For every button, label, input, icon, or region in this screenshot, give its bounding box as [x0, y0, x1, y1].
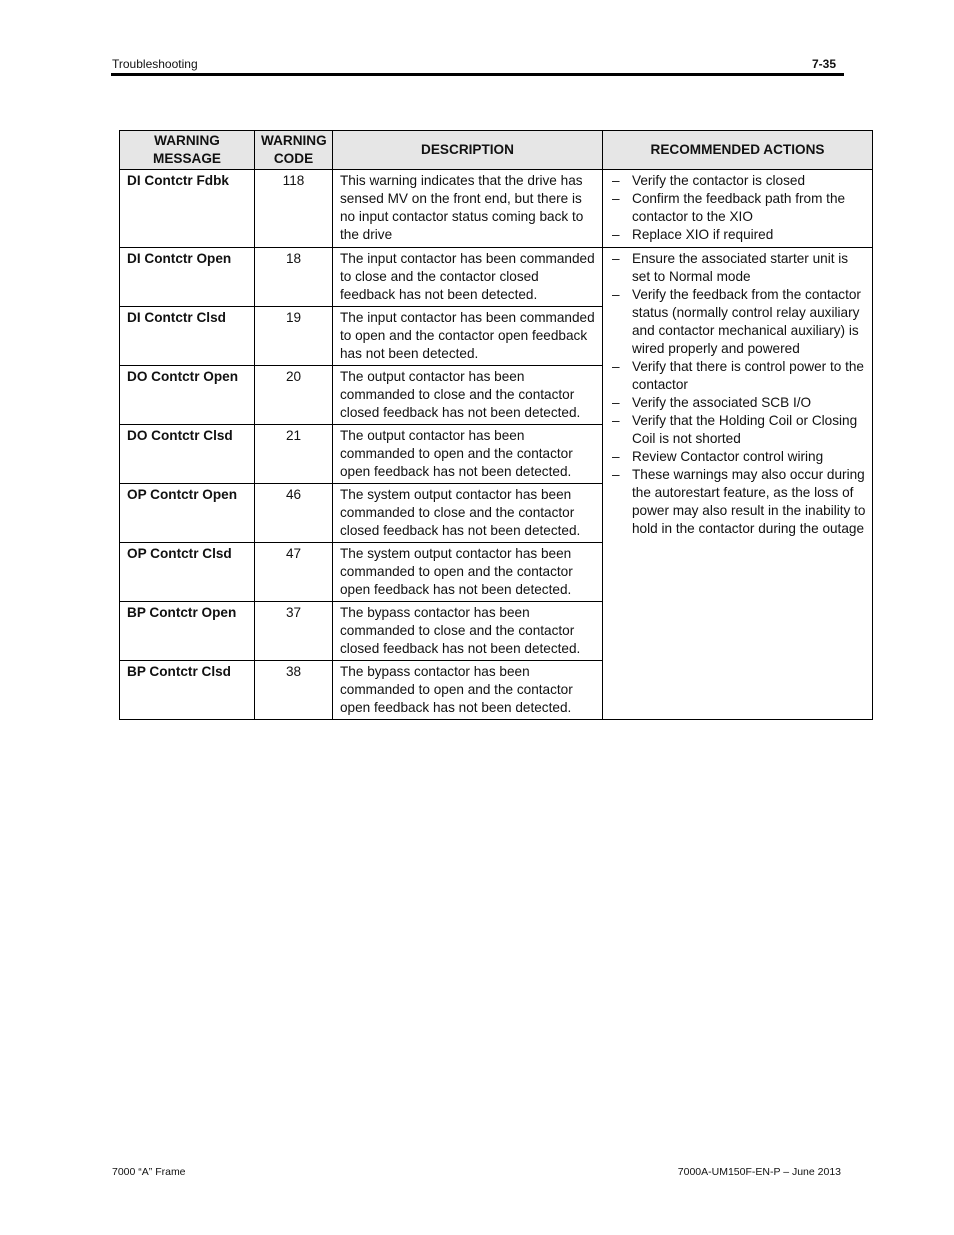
action-text: Replace XIO if required	[632, 227, 774, 242]
actions-list-contactors	[609, 250, 866, 538]
action-text: Ensure the associated starter unit is set to Normal mode	[632, 251, 849, 284]
warning-message: DI Contctr Fdbk	[120, 170, 255, 248]
running-header-section: Troubleshooting	[112, 57, 198, 71]
action-text: Verify that the Holding Coil or Closing Coil is not shorted	[632, 413, 858, 446]
warning-description: The output contactor has been commanded to close and the contactor closed feedback has not been detected.	[333, 366, 603, 425]
dash-bullet: –	[612, 191, 620, 206]
action-item	[609, 250, 866, 286]
table-row	[120, 170, 873, 248]
action-text: Confirm the feedback path from the contactor to the XIO	[632, 191, 846, 224]
recommended-actions-cell	[603, 248, 873, 720]
warnings-table	[119, 130, 873, 720]
action-text: Verify that there is control power to the contactor	[632, 359, 864, 392]
warning-code: 18	[255, 248, 333, 307]
dash-bullet: –	[612, 227, 620, 242]
action-text: Verify the feedback from the contactor status (normally control relay auxiliary and contactor mechanical auxiliary) is wired properly and powered	[632, 287, 861, 356]
warning-description: The bypass contactor has been commanded to close and the contactor closed feedback has not been detected.	[333, 602, 603, 661]
warning-description: The bypass contactor has been commanded to open and the contactor open feedback has not been detected.	[333, 661, 603, 720]
action-item	[609, 190, 866, 226]
header-description: DESCRIPTION	[333, 131, 603, 170]
action-item	[609, 394, 866, 412]
table-header-row	[120, 131, 873, 170]
action-item	[609, 172, 866, 190]
action-text: Verify the associated SCB I/O	[632, 395, 812, 410]
warning-message: DO Contctr Open	[120, 366, 255, 425]
action-item	[609, 448, 866, 466]
warning-description: The system output contactor has been commanded to close and the contactor closed feedback has not been detected.	[333, 484, 603, 543]
dash-bullet: –	[612, 395, 620, 410]
footer-product: 7000 “A” Frame	[112, 1166, 186, 1178]
header-rule	[111, 73, 844, 76]
warning-message: OP Contctr Clsd	[120, 543, 255, 602]
warning-description: The system output contactor has been commanded to open and the contactor open feedback has not been detected.	[333, 543, 603, 602]
warning-code: 19	[255, 307, 333, 366]
recommended-actions-cell	[603, 170, 873, 248]
header-recommended-actions: RECOMMENDED ACTIONS	[603, 131, 873, 170]
dash-bullet: –	[612, 287, 620, 302]
warning-description: The input contactor has been commanded to open and the contactor open feedback has not been detected.	[333, 307, 603, 366]
warning-message: DO Contctr Clsd	[120, 425, 255, 484]
action-item	[609, 412, 866, 448]
action-item	[609, 226, 866, 244]
warning-description: This warning indicates that the drive has sensed MV on the front end, but there is no input contactor status coming back to the drive	[333, 170, 603, 248]
header-warning-message: WARNING MESSAGE	[120, 131, 255, 170]
warning-description: The input contactor has been commanded to close and the contactor closed feedback has not been detected.	[333, 248, 603, 307]
dash-bullet: –	[612, 251, 620, 266]
footer-publication: 7000A-UM150F-EN-P – June 2013	[677, 1166, 841, 1178]
action-item	[609, 358, 866, 394]
action-item	[609, 466, 866, 538]
warning-code: 46	[255, 484, 333, 543]
dash-bullet: –	[612, 449, 620, 464]
warning-code: 37	[255, 602, 333, 661]
warning-message: DI Contctr Open	[120, 248, 255, 307]
warning-message: BP Contctr Clsd	[120, 661, 255, 720]
actions-list-fdbk	[609, 172, 866, 244]
warning-code: 47	[255, 543, 333, 602]
action-text: Review Contactor control wiring	[632, 449, 824, 464]
dash-bullet: –	[612, 359, 620, 374]
action-text: These warnings may also occur during the autorestart feature, as the loss of power may also result in the inability to hold in the contactor during the outage	[632, 467, 866, 536]
dash-bullet: –	[612, 467, 620, 482]
header-warning-code: WARNING CODE	[255, 131, 333, 170]
action-text: Verify the contactor is closed	[632, 173, 806, 188]
warning-message: BP Contctr Open	[120, 602, 255, 661]
warning-code: 20	[255, 366, 333, 425]
dash-bullet: –	[612, 173, 620, 188]
warning-code: 118	[255, 170, 333, 248]
action-item	[609, 286, 866, 358]
warning-message: DI Contctr Clsd	[120, 307, 255, 366]
warning-description: The output contactor has been commanded to open and the contactor open feedback has not been detected.	[333, 425, 603, 484]
dash-bullet: –	[612, 413, 620, 428]
warning-code: 38	[255, 661, 333, 720]
warning-code: 21	[255, 425, 333, 484]
warning-message: OP Contctr Open	[120, 484, 255, 543]
table-row	[120, 248, 873, 307]
page-number: 7-35	[811, 57, 836, 71]
